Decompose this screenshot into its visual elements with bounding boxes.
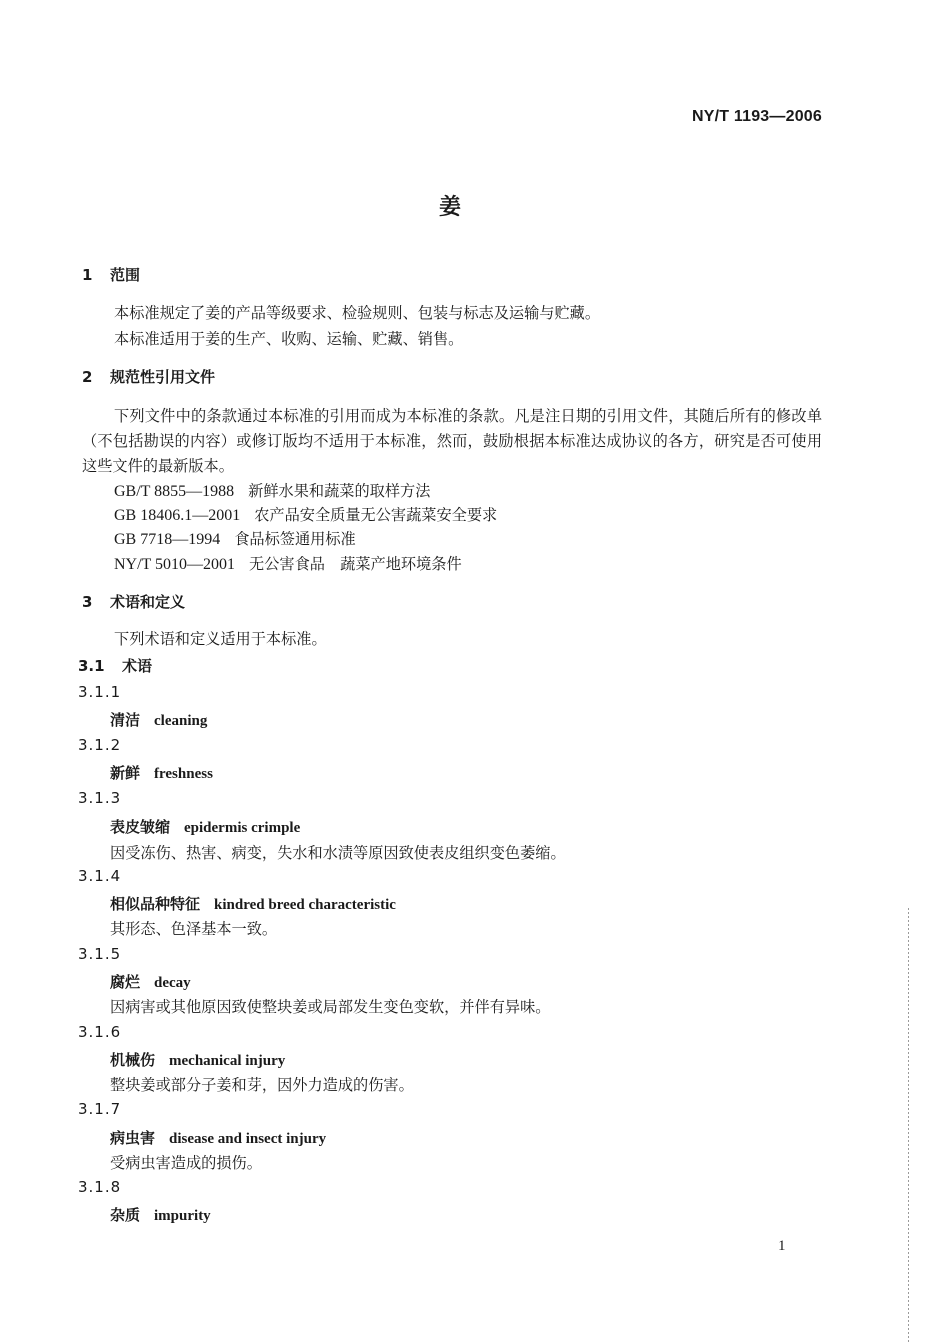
term-en: kindred breed characteristic xyxy=(214,897,396,913)
term-definition: 受病虫害造成的损伤。 xyxy=(110,1154,262,1172)
term-en: freshness xyxy=(154,766,213,782)
term-en: cleaning xyxy=(154,713,208,729)
term-zh: 腐烂 xyxy=(110,973,141,991)
normative-references-paragraph: 下列文件中的条款通过本标准的引用而成为本标准的条款。凡是注日期的引用文件，其随后所有的修改单（不包括勘误的内容）或修订版均不适用于本标准，然而，鼓励根据本标准达成协议的各方，研究是否可使用这些文件的最新版本。 xyxy=(82,407,822,475)
term-en: decay xyxy=(154,975,191,991)
term-entry xyxy=(110,762,213,783)
term-number: 3.1.7 xyxy=(78,1100,122,1118)
scope-line-2: 本标准适用于姜的生产、收购、运输、贮藏、销售。 xyxy=(114,330,464,348)
term-number: 3.1.8 xyxy=(78,1178,122,1196)
term-entry xyxy=(110,1204,211,1225)
term-definition: 因受冻伤、热害、病变，失水和水渍等原因致使表皮组织变色萎缩。 xyxy=(110,844,566,862)
term-entry xyxy=(110,1127,326,1148)
section-title: 术语和定义 xyxy=(110,593,186,611)
section-3-heading xyxy=(82,591,185,612)
term-zh: 杂质 xyxy=(110,1206,141,1224)
page-number: 1 xyxy=(778,1238,786,1254)
term-number: 3.1.5 xyxy=(78,945,122,963)
scope-line-1: 本标准规定了姜的产品等级要求、检验规则、包装与标志及运输与贮藏。 xyxy=(114,304,600,322)
term-zh: 新鲜 xyxy=(110,764,141,782)
section-number: 3 xyxy=(82,593,93,611)
term-en: epidermis crimple xyxy=(184,820,301,836)
standard-number: NY/T 1193—2006 xyxy=(692,108,822,125)
section-number: 1 xyxy=(82,266,93,284)
section-title: 范围 xyxy=(110,266,141,284)
term-number: 3.1.6 xyxy=(78,1023,122,1041)
section-number: 2 xyxy=(82,368,93,386)
term-en: mechanical injury xyxy=(169,1053,286,1069)
term-zh: 清洁 xyxy=(110,711,141,729)
subsection-number: 3.1 xyxy=(78,657,105,675)
reference-item xyxy=(114,480,430,501)
reference-title: 农产品安全质量无公害蔬菜安全要求 xyxy=(254,506,498,524)
term-zh: 机械伤 xyxy=(110,1051,156,1069)
term-number: 3.1.4 xyxy=(78,867,122,885)
reference-title: 新鲜水果和蔬菜的取样方法 xyxy=(248,482,431,500)
term-entry xyxy=(110,1049,285,1070)
subsection-title: 术语 xyxy=(122,657,153,675)
section-title: 规范性引用文件 xyxy=(110,368,216,386)
term-entry xyxy=(110,709,207,730)
section-2-heading xyxy=(82,366,215,387)
term-number: 3.1.2 xyxy=(78,736,122,754)
scan-edge-line xyxy=(908,908,909,1342)
terms-intro: 下列术语和定义适用于本标准。 xyxy=(114,630,327,648)
term-entry xyxy=(110,816,300,837)
term-definition: 因病害或其他原因致使整块姜或局部发生变色变软，并伴有异味。 xyxy=(110,998,551,1016)
document-title: 姜 xyxy=(438,194,461,220)
term-en: impurity xyxy=(154,1208,211,1224)
reference-item xyxy=(114,528,356,549)
term-definition: 其形态、色泽基本一致。 xyxy=(110,920,278,938)
term-zh: 相似品种特征 xyxy=(110,895,201,913)
term-zh: 病虫害 xyxy=(110,1129,156,1147)
term-entry xyxy=(110,971,191,992)
term-en: disease and insect injury xyxy=(169,1131,327,1147)
section-1-heading xyxy=(82,264,140,285)
term-number: 3.1.1 xyxy=(78,683,122,701)
reference-item xyxy=(114,504,497,525)
reference-code: GB 7718—1994 xyxy=(114,531,221,548)
reference-code: GB 18406.1—2001 xyxy=(114,507,241,524)
term-zh: 表皮皱缩 xyxy=(110,818,171,836)
term-definition: 整块姜或部分子姜和芽，因外力造成的伤害。 xyxy=(110,1076,414,1094)
reference-code: GB/T 8855—1988 xyxy=(114,483,235,500)
subsection-3-1-heading xyxy=(78,655,152,676)
reference-title: 食品标签通用标准 xyxy=(234,530,356,548)
reference-code: NY/T 5010—2001 xyxy=(114,556,236,573)
reference-item xyxy=(114,553,462,574)
term-entry xyxy=(110,893,396,914)
term-number: 3.1.3 xyxy=(78,789,122,807)
reference-title: 无公害食品 蔬菜产地环境条件 xyxy=(249,555,462,573)
